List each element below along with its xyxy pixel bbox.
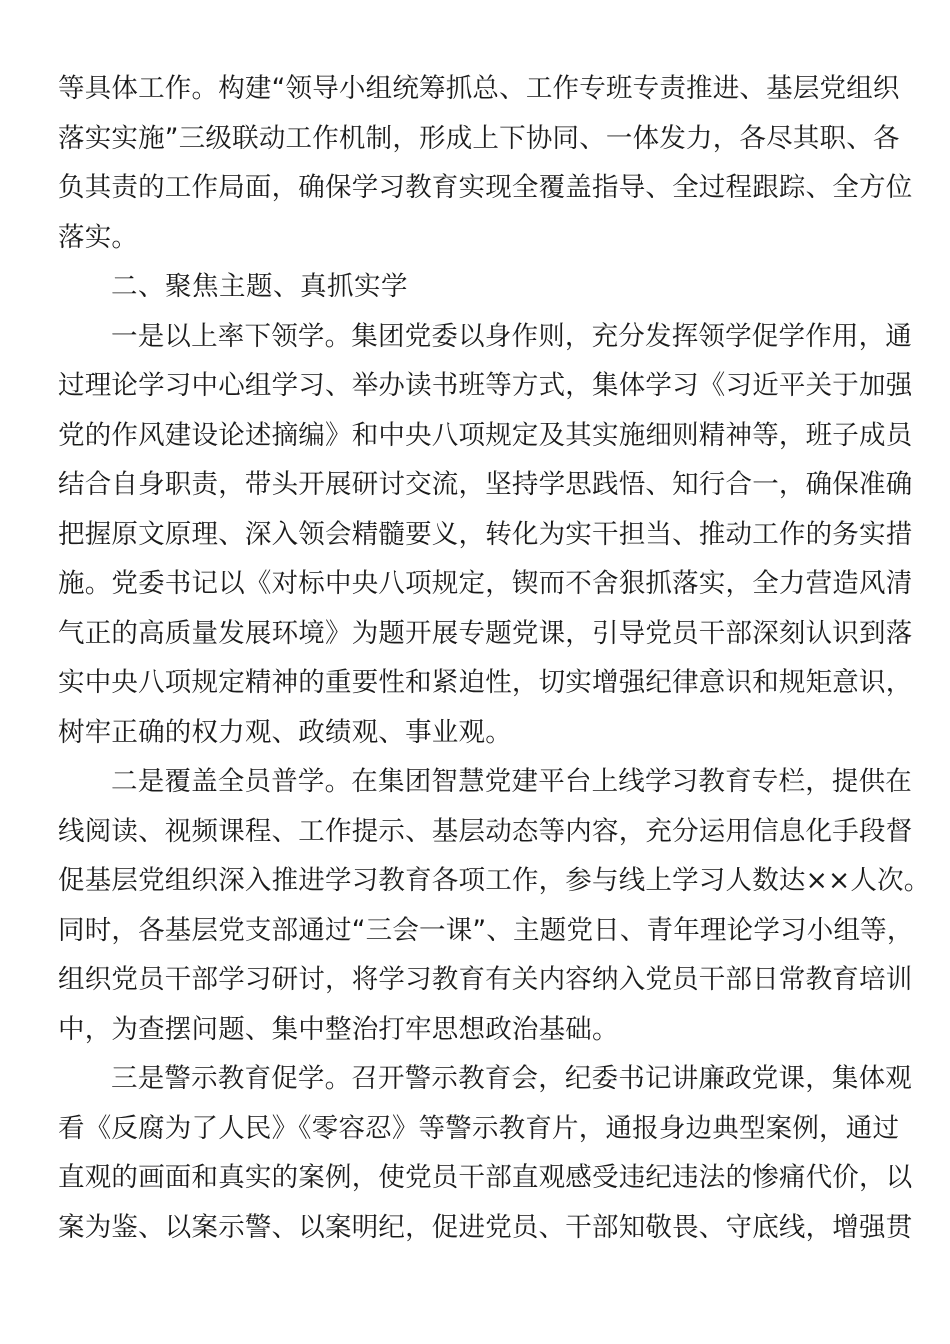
section-heading	[58, 262, 878, 312]
text-line: 直观的画面和真实的案例，使党员干部直观感受违纪违法的惨痛代价，以	[58, 1162, 913, 1193]
text-line: 落实。	[58, 221, 139, 253]
text-line: 树牢正确的权力观、政绩观、事业观。	[58, 716, 512, 748]
paragraph-warning-education	[58, 1054, 913, 1252]
text-line: 把握原文原理、深入领会精髓要义，转化为实干担当、推动工作的务实措	[58, 518, 913, 550]
text-line: 同时，各基层党支部通过“三会一课”、主题党日、青年理论学习小组等，	[58, 914, 914, 946]
text-line: 结合自身职责，带头开展研讨交流，坚持学思践悟、知行合一，确保准确	[58, 469, 913, 500]
text-line: 过理论学习中心组学习、举办读书班等方式，集体学习《习近平关于加强	[58, 370, 913, 401]
document-page	[58, 64, 931, 1252]
text-line: 党的作风建设论述摘编》和中央八项规定及其实施细则精神等，班子成员	[58, 419, 913, 451]
text-line: 一是以上率下领学。集团党委以身作则，充分发挥领学促学作用，通	[111, 320, 912, 352]
paragraph-full-coverage	[58, 757, 931, 1054]
text-line: 线阅读、视频课程、工作提示、基层动态等内容，充分运用信息化手段督	[58, 815, 913, 847]
text-line: 中，为查摆问题、集中整治打牢思想政治基础。	[58, 1013, 619, 1045]
text-line: 实中央八项规定精神的重要性和紧迫性，切实增强纪律意识和规矩意识，	[58, 667, 913, 698]
text-line: 二是覆盖全员普学。在集团智慧党建平台上线学习教育专栏，提供在	[111, 766, 912, 797]
text-line: 施。党委书记以《对标中央八项规定，锲而不舍狠抓落实，全力营造风清	[58, 568, 913, 599]
paragraph-lead-by-example	[58, 312, 913, 758]
text-line: 等具体工作。构建“领导小组统筹抓总、工作专班专责推进、基层党组织	[58, 73, 900, 104]
text-line: 案为鉴、以案示警、以案明纪，促进党员、干部知敬畏、守底线，增强贯	[58, 1211, 913, 1243]
section-heading-text: 二、聚焦主题、真抓实学	[111, 271, 408, 302]
text-line: 三是警示教育促学。召开警示教育会，纪委书记讲廉政党课，集体观	[111, 1063, 912, 1094]
text-line: 促基层党组织深入推进学习教育各项工作，参与线上学习人数达××人次。	[58, 865, 931, 896]
text-line: 组织党员干部学习研讨，将学习教育有关内容纳入党员干部日常教育培训	[58, 964, 913, 995]
text-line: 落实实施”三级联动工作机制，形成上下协同、一体发力，各尽其职、各	[58, 122, 900, 154]
text-line: 看《反腐为了人民》《零容忍》等警示教育片，通报身边典型案例，通过	[58, 1112, 900, 1144]
text-line: 负其责的工作局面，确保学习教育实现全覆盖指导、全过程跟踪、全方位	[58, 172, 913, 203]
paragraph-intro-continuation	[58, 64, 913, 262]
text-line: 气正的高质量发展环境》为题开展专题党课，引导党员干部深刻认识到落	[58, 617, 913, 649]
